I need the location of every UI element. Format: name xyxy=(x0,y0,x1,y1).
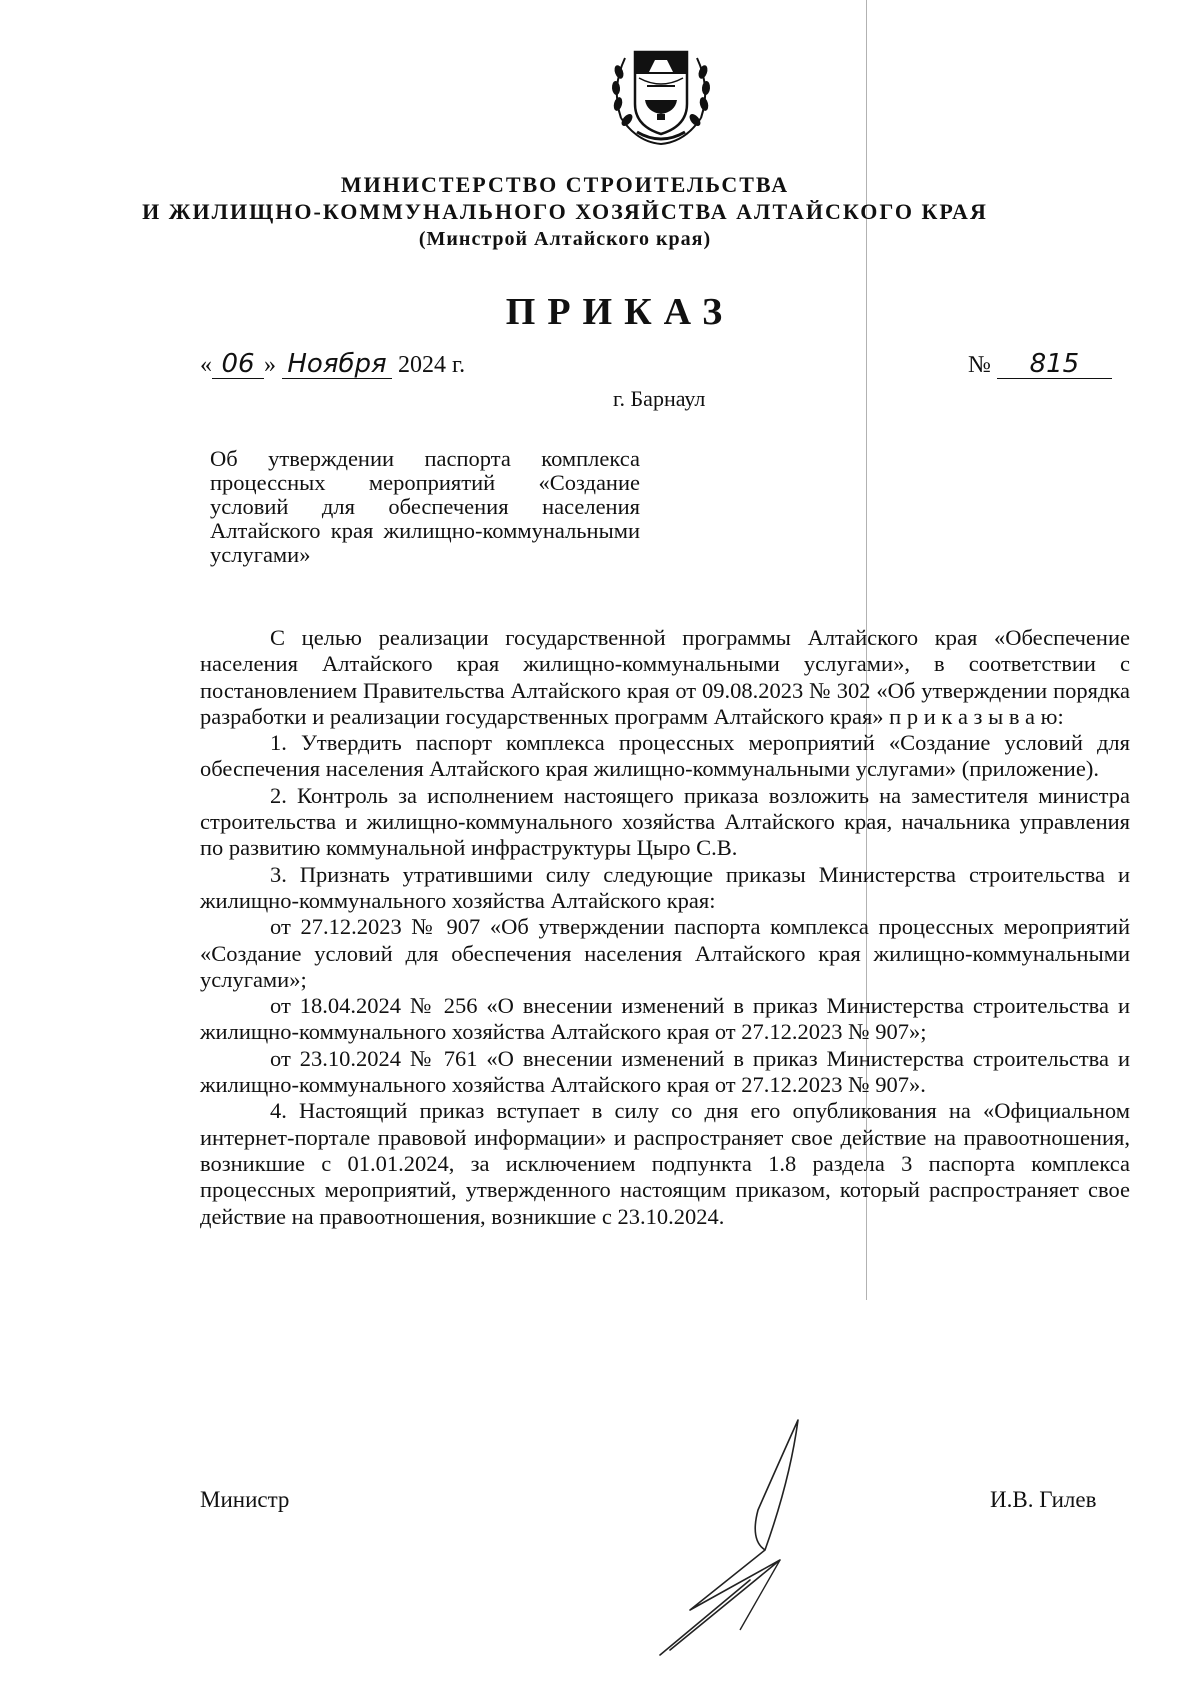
document-subject: Об утверждении паспорта комплекса процессных мероприятий «Создание условий для обеспечения населения Алтайского края жилищно-коммунальными услугами» xyxy=(210,446,640,567)
body-paragraph: 2. Контроль за исполнением настоящего приказа возложить на заместителя министра строительства и жилищно-коммунального хозяйства Алтайского края, начальника управления по развитию коммунальной инфраструктуры Цыро С.В. xyxy=(200,782,1130,861)
body-paragraph: 4. Настоящий приказ вступает в силу со дня его опубликования на «Официальном интернет-портале правовой информации» и распространяет свое действие на правоотношения, возникшие с 01.01.2024, за исключением подпункта 1.8 раздела 3 паспорта комплекса процессных мероприятий, утвержденного настоящим приказом, который распространяет свое действие на правоотношения, возникшие с 23.10.2024. xyxy=(200,1098,1130,1229)
document-city: г. Барнаул xyxy=(613,386,706,411)
body-paragraph: 3. Признать утратившими силу следующие приказы Министерства строительства и жилищно-коммунального хозяйства Алтайского края: xyxy=(200,861,1130,913)
body-paragraph: от 23.10.2024 № 761 «О внесении изменений в приказ Министерства строительства и жилищно-коммунального хозяйства Алтайского края от 27.12.2023 № 907». xyxy=(200,1045,1130,1098)
ministry-short-name: (Минстрой Алтайского края) xyxy=(418,228,712,250)
body-paragraph: С целью реализации государственной программы Алтайского края «Обеспечение населения Алтайского края жилищно-коммунальными услугами», в соответствии с постановлением Правительства Алтайского края от 09.08.2023 № 302 «Об утверждении порядка разработки и реализации государственных программ Алтайского края» п р и к а з ы в а ю: xyxy=(200,625,1130,729)
body-paragraph: от 18.04.2024 № 256 «О внесении изменений в приказ Министерства строительства и жилищно-коммунального хозяйства Алтайского края от 27.12.2023 № 907»; xyxy=(200,993,1130,1045)
date-year: 2024 г. xyxy=(398,352,466,378)
body-paragraph: 1. Утвердить паспорт комплекса процессных мероприятий «Создание условий для обеспечения населения Алтайского края жилищно-коммунальными услугами» (приложение). xyxy=(200,730,1130,782)
number-value: 815 xyxy=(997,350,1112,379)
date-day: 06 xyxy=(212,350,264,379)
handwritten-signature xyxy=(630,1400,820,1660)
ministry-name-line-1: МИНИСТЕРСТВО СТРОИТЕЛЬСТВА xyxy=(340,172,790,197)
number-prefix: № xyxy=(968,352,991,378)
date-close-quote: » xyxy=(264,352,276,378)
document-number xyxy=(968,350,1112,379)
body-paragraph: от 27.12.2023 № 907 «Об утверждении паспорта комплекса процессных мероприятий «Создание условий для обеспечения населения Алтайского края жилищно-коммунальными услугами»; xyxy=(200,914,1130,992)
signatory-name: И.В. Гилев xyxy=(990,1487,1097,1512)
document-type-title: ПРИКАЗ xyxy=(505,291,735,333)
date-month: Ноября xyxy=(282,350,392,379)
signatory-position: Министр xyxy=(200,1487,290,1512)
date-open-quote: « xyxy=(200,352,212,378)
document-date xyxy=(200,350,465,379)
coat-of-arms-emblem xyxy=(607,38,715,150)
ministry-name-line-2: И ЖИЛИЩНО-КОММУНАЛЬНОГО ХОЗЯЙСТВА АЛТАЙСКОГО КРАЯ xyxy=(142,199,988,224)
document-body xyxy=(200,625,1130,1230)
